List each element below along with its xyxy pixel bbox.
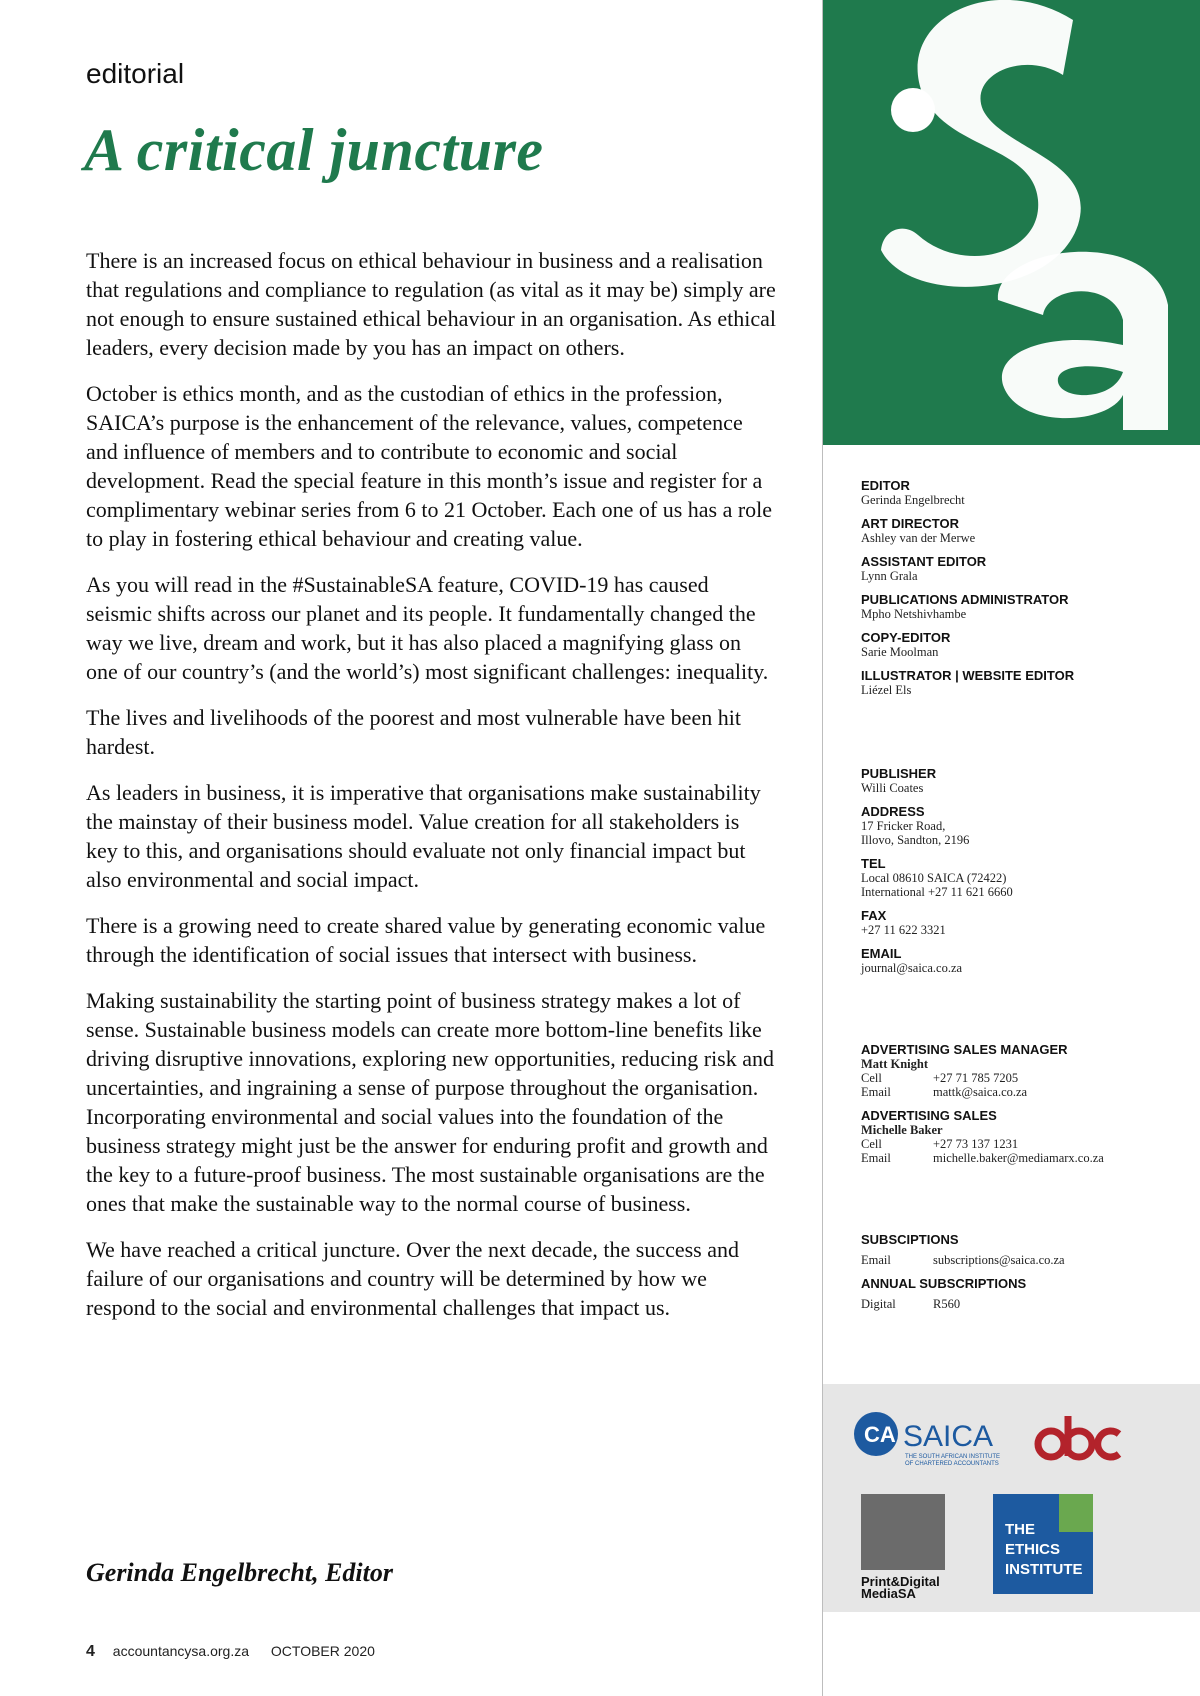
masthead-value: +27 11 622 3321 [861,923,946,937]
masthead-label: ADDRESS [861,804,925,819]
cell-label: Cell [861,1137,882,1151]
page-footer [86,1643,375,1661]
subscription-type: Digital [861,1297,896,1311]
email-label: Email [861,1151,891,1165]
masthead-illustrator [861,668,1191,697]
masthead-art-director [861,516,1191,545]
masthead-email [861,946,1191,975]
masthead-label: EMAIL [861,946,902,961]
paragraph: As leaders in business, it is imperative that organisations make sustainability the mainstay of their business model. Value creation for all stakeholders is key to this, and organisations should evaluate not only financial impact but also environmental and social impact. [86,780,761,892]
masthead-value: Lynn Grala [861,569,918,583]
masthead-value: Mpho Netshivhambe [861,607,967,621]
ethics-corner-mark [1059,1494,1093,1532]
ethics-text: ETHICS [1005,1541,1061,1558]
ca-badge-text: CA [864,1422,896,1447]
masthead-label: TEL [861,856,886,871]
masthead-value: Sarie Moolman [861,645,939,659]
masthead-label: EDITOR [861,478,910,493]
masthead-value: Willi Coates [861,781,924,795]
masthead-copy-editor [861,630,1191,659]
email-link[interactable]: mattk@saica.co.za [933,1085,1028,1099]
masthead-label: COPY-EDITOR [861,630,951,645]
masthead-editor [861,478,1191,507]
email-link[interactable]: michelle.baker@mediamarx.co.za [933,1151,1104,1165]
masthead-label: PUBLICATIONS ADMINISTRATOR [861,592,1069,607]
footer-issue: OCTOBER 2020 [270,1643,375,1659]
masthead-label: ILLUSTRATOR | WEBSITE EDITOR [861,668,1075,683]
abc-letter-c [1098,1431,1119,1457]
signoff: Gerinda Engelbrecht, Editor [86,1558,393,1587]
masthead-tel [861,856,1191,899]
footer-website[interactable]: accountancysa.org.za [112,1643,249,1659]
masthead-address [861,804,1191,847]
masthead-label: FAX [861,908,887,923]
pdm-text: MediaSA [861,1586,916,1601]
masthead-ad-sales [861,1108,1191,1165]
masthead-sidebar [822,0,1200,1696]
masthead-label: SUBSCIPTIONS [861,1232,959,1247]
email-label: Email [861,1253,891,1267]
article-body [86,246,776,1339]
masthead-subscriptions [861,1232,1191,1267]
tel-international: International +27 11 621 6660 [861,885,1013,899]
masthead-label: PUBLISHER [861,766,937,781]
masthead-fax [861,908,1191,937]
email-link[interactable]: journal@saica.co.za [861,961,963,975]
paragraph: We have reached a critical juncture. Over the next decade, the success and failure of our organisations and country will be determined by how we respond to the social and environmental challenges that impact us. [86,1237,740,1320]
saica-wordmark: SAICA [903,1420,994,1453]
email-label: Email [861,1085,891,1099]
sa-brand-graphic [823,0,1200,445]
masthead-value: Liézel Els [861,683,912,697]
masthead-assistant-editor [861,554,1191,583]
email-link[interactable]: subscriptions@saica.co.za [933,1253,1065,1267]
ethics-text: INSTITUTE [1005,1561,1083,1578]
cell-number: +27 73 137 1231 [933,1137,1019,1151]
paragraph: There is an increased focus on ethical behaviour in business and a realisation that regulations and compliance to regulation (as vital as it may be) simply are not enough to ensure sustained ethical behaviour in an organisation. As ethical leaders, every decision made by you has an impact on others. [86,248,776,360]
masthead-label: ART DIRECTOR [861,516,959,531]
saica-tagline: OF CHARTERED ACCOUNTANTS [905,1461,999,1467]
pdm-dot-grid-icon [861,1494,945,1570]
pdm-text: Print&Digital [861,1574,940,1589]
address-line: Illovo, Sandton, 2196 [861,833,970,847]
cell-label: Cell [861,1071,882,1085]
paragraph: As you will read in the #SustainableSA feature, COVID-19 has caused seismic shifts across our planet and its people. It fundamentally changed the way we live, dream and work, but it has also placed a magnifying glass on one of our country’s (and the world’s) most significant challenges: inequality. [86,572,769,684]
address-line: 17 Fricker Road, [861,819,946,833]
subscription-price: R560 [933,1297,961,1311]
masthead-value: Gerinda Engelbrecht [861,493,965,507]
partner-logos [823,1384,1200,1612]
masthead-publisher [861,766,1191,795]
section-label: editorial [86,58,185,89]
headline: A critical juncture [84,117,544,183]
abc-logo [1038,1416,1119,1457]
masthead-ad-manager [861,1042,1191,1099]
logo-strip [823,1384,1200,1612]
saica-logo [854,1412,1000,1467]
paragraph: October is ethics month, and as the custodian of ethics in the profession, SAICA’s purpose is the enhancement of the relevance, values, competence and influence of members and to contribute to economic and social development. Read the special feature in this month’s issue and register for a complimentary webinar series from 6 to 21 October. Each one of us has a role to play in fostering ethical behaviour and creating value. [86,381,773,551]
ethics-text: THE [1005,1521,1035,1538]
pdm-logo [861,1494,945,1601]
brand-dot [891,88,935,132]
paragraph: Making sustainability the starting point of business strategy makes a lot of sense. Sustainable business models can create more bottom-line benefits like driving disruptive innovations, exploring new opportunities, reducing risk and uncertainties, and ingraining a sense of purpose throughout the organisation. Incorporating environmental and social values into the foundation of the business strategy might just be the answer for enduring profit and growth and the key to a future-proof business. The most sustainable organisations are the ones that make the sustainable way to the normal course of business. [86,988,775,1216]
abc-letter-a [1038,1431,1064,1457]
tel-local: Local 08610 SAICA (72422) [861,871,1007,885]
page-number: 4 [86,1643,95,1660]
paragraph: There is a growing need to create shared value by generating economic value through the identification of social issues that intersect with business. [86,913,766,967]
paragraph: The lives and livelihoods of the poorest and most vulnerable have been hit hardest. [86,705,741,759]
contact-name: Michelle Baker [861,1123,943,1137]
ethics-institute-logo [993,1494,1093,1594]
contact-name: Matt Knight [861,1057,929,1071]
masthead-label: ASSISTANT EDITOR [861,554,987,569]
masthead-publications-admin [861,592,1191,621]
masthead [861,478,1191,1320]
masthead-annual [861,1276,1191,1311]
masthead-value: Ashley van der Merwe [861,531,976,545]
cell-number: +27 71 785 7205 [933,1071,1019,1085]
masthead-label: ANNUAL SUBSCRIPTIONS [861,1276,1027,1291]
masthead-label: ADVERTISING SALES [861,1108,997,1123]
saica-tagline: THE SOUTH AFRICAN INSTITUTE [905,1454,1001,1460]
masthead-label: ADVERTISING SALES MANAGER [861,1042,1068,1057]
